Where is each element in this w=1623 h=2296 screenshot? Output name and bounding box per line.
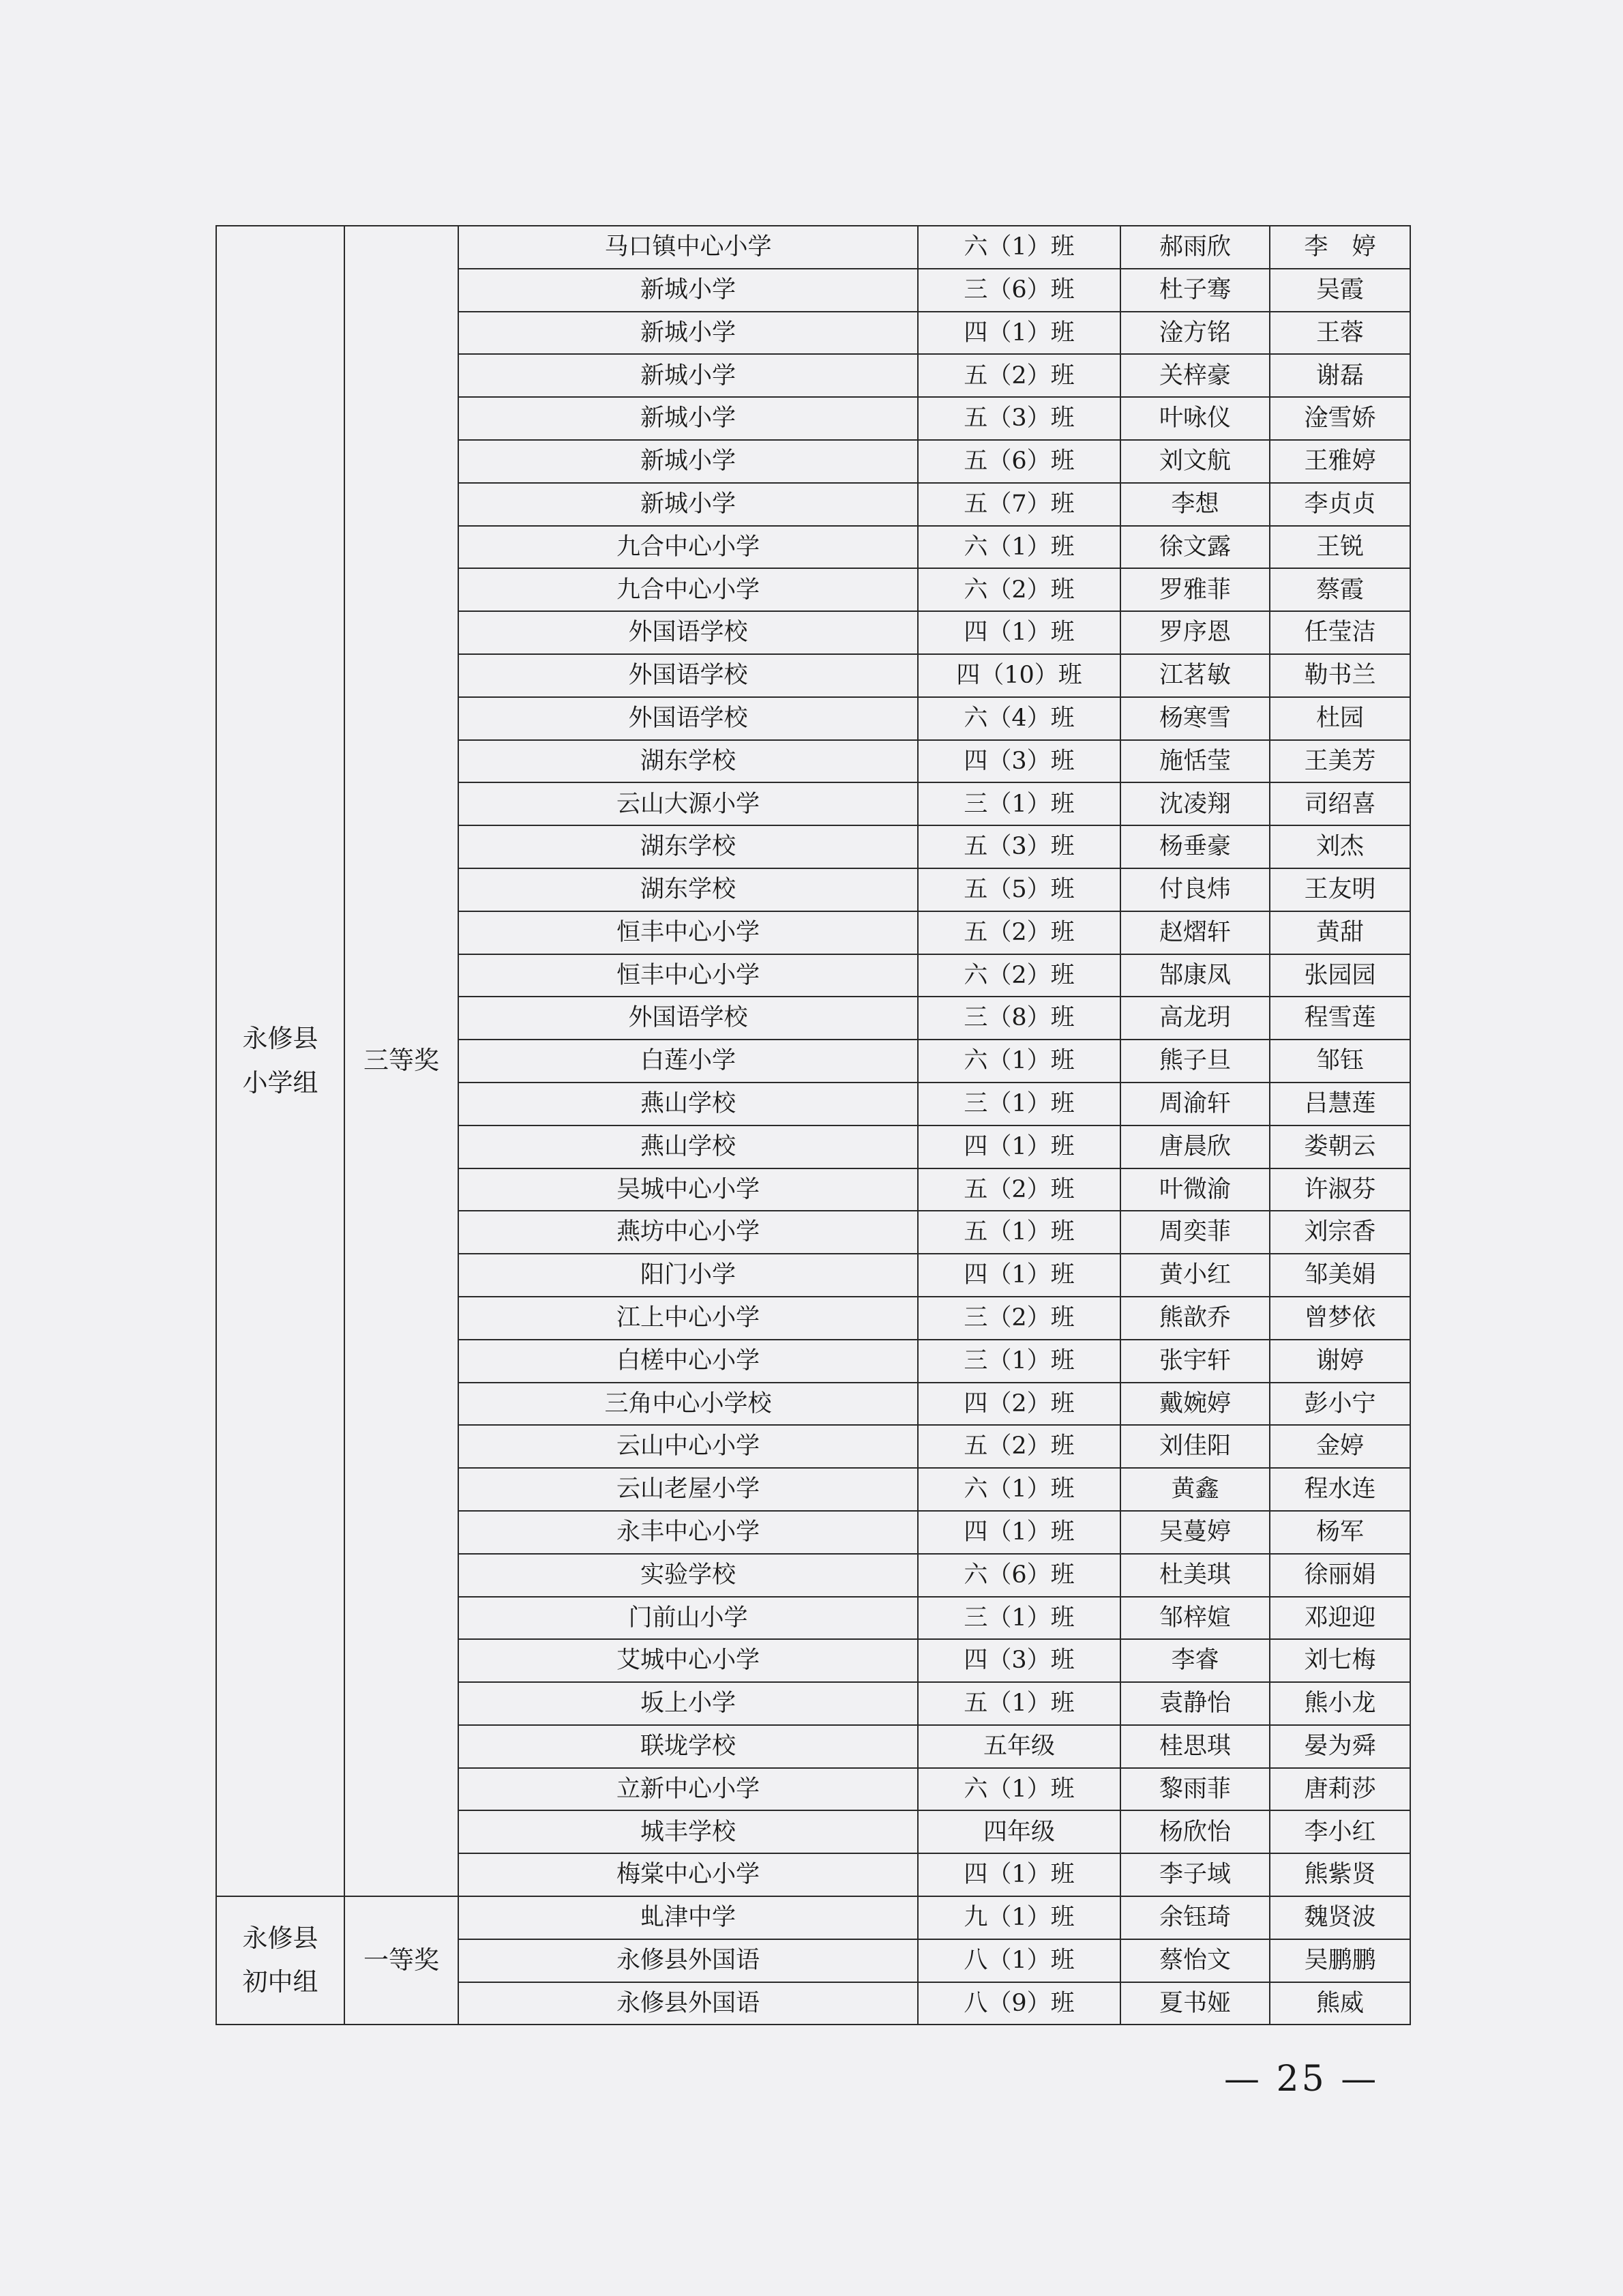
student-cell: 袁静怡 xyxy=(1120,1682,1270,1725)
school-cell: 新城小学 xyxy=(458,440,918,483)
teacher-cell: 娄朝云 xyxy=(1270,1125,1410,1168)
teacher-cell: 刘宗香 xyxy=(1270,1211,1410,1254)
class-cell: 五（1）班 xyxy=(918,1211,1120,1254)
student-cell: 李子域 xyxy=(1120,1853,1270,1896)
class-cell: 四（1）班 xyxy=(918,1125,1120,1168)
class-cell: 四（3）班 xyxy=(918,740,1120,783)
page-number: — 25 — xyxy=(1224,2059,1380,2100)
class-cell: 四（10）班 xyxy=(918,654,1120,697)
school-cell: 白槎中心小学 xyxy=(458,1340,918,1383)
student-cell: 刘佳阳 xyxy=(1120,1425,1270,1468)
school-cell: 燕山学校 xyxy=(458,1125,918,1168)
student-cell: 桂思琪 xyxy=(1120,1725,1270,1768)
student-cell: 杜子骞 xyxy=(1120,269,1270,312)
class-cell: 五（1）班 xyxy=(918,1682,1120,1725)
school-cell: 新城小学 xyxy=(458,483,918,526)
teacher-cell: 任莹洁 xyxy=(1270,611,1410,654)
student-cell: 夏书娅 xyxy=(1120,1982,1270,2025)
class-cell: 三（1）班 xyxy=(918,1597,1120,1640)
class-cell: 五（6）班 xyxy=(918,440,1120,483)
student-cell: 淦方铭 xyxy=(1120,312,1270,355)
student-cell: 沈凌翔 xyxy=(1120,782,1270,825)
student-cell: 付良炜 xyxy=(1120,868,1270,911)
student-cell: 郝雨欣 xyxy=(1120,226,1270,269)
school-cell: 九合中心小学 xyxy=(458,526,918,569)
student-cell: 杨垂豪 xyxy=(1120,825,1270,868)
class-cell: 四（1）班 xyxy=(918,1254,1120,1297)
school-cell: 江上中心小学 xyxy=(458,1297,918,1340)
class-cell: 五（5）班 xyxy=(918,868,1120,911)
school-cell: 永丰中心小学 xyxy=(458,1511,918,1554)
school-cell: 阳门小学 xyxy=(458,1254,918,1297)
teacher-cell: 黄甜 xyxy=(1270,911,1410,954)
class-cell: 六（1）班 xyxy=(918,1468,1120,1511)
school-cell: 实验学校 xyxy=(458,1554,918,1597)
school-cell: 云山大源小学 xyxy=(458,782,918,825)
student-cell: 周渝轩 xyxy=(1120,1083,1270,1125)
student-cell: 黄小红 xyxy=(1120,1254,1270,1297)
class-cell: 三（8）班 xyxy=(918,997,1120,1040)
teacher-cell: 蔡霞 xyxy=(1270,568,1410,611)
student-cell: 罗序恩 xyxy=(1120,611,1270,654)
student-cell: 叶咏仪 xyxy=(1120,397,1270,440)
table-row xyxy=(216,1896,1410,1939)
school-cell: 外国语学校 xyxy=(458,697,918,740)
student-cell: 邹梓媗 xyxy=(1120,1597,1270,1640)
school-cell: 白莲小学 xyxy=(458,1040,918,1083)
school-cell: 外国语学校 xyxy=(458,997,918,1040)
class-cell: 四（1）班 xyxy=(918,312,1120,355)
school-cell: 永修县外国语 xyxy=(458,1939,918,1982)
student-cell: 施恬莹 xyxy=(1120,740,1270,783)
school-cell: 恒丰中心小学 xyxy=(458,911,918,954)
class-cell: 六（1）班 xyxy=(918,1768,1120,1811)
teacher-cell: 程水连 xyxy=(1270,1468,1410,1511)
student-cell: 关梓豪 xyxy=(1120,354,1270,397)
student-cell: 黄鑫 xyxy=(1120,1468,1270,1511)
teacher-cell: 刘七梅 xyxy=(1270,1639,1410,1682)
teacher-cell: 王雅婷 xyxy=(1270,440,1410,483)
student-cell: 杨欣怡 xyxy=(1120,1810,1270,1853)
teacher-cell: 杨军 xyxy=(1270,1511,1410,1554)
school-cell: 新城小学 xyxy=(458,354,918,397)
student-cell: 江茗敏 xyxy=(1120,654,1270,697)
teacher-cell: 曾梦依 xyxy=(1270,1297,1410,1340)
teacher-cell: 司绍喜 xyxy=(1270,782,1410,825)
school-cell: 坂上小学 xyxy=(458,1682,918,1725)
school-cell: 湖东学校 xyxy=(458,868,918,911)
table-row xyxy=(216,226,1410,269)
teacher-cell: 李贞贞 xyxy=(1270,483,1410,526)
class-cell: 三（6）班 xyxy=(918,269,1120,312)
class-cell: 六（2）班 xyxy=(918,568,1120,611)
teacher-cell: 邓迎迎 xyxy=(1270,1597,1410,1640)
student-cell: 黎雨菲 xyxy=(1120,1768,1270,1811)
student-cell: 唐晨欣 xyxy=(1120,1125,1270,1168)
school-cell: 新城小学 xyxy=(458,312,918,355)
class-cell: 四（1）班 xyxy=(918,1511,1120,1554)
school-cell: 城丰学校 xyxy=(458,1810,918,1853)
teacher-cell: 杜园 xyxy=(1270,697,1410,740)
student-cell: 杜美琪 xyxy=(1120,1554,1270,1597)
school-cell: 永修县外国语 xyxy=(458,1982,918,2025)
teacher-cell: 徐丽娟 xyxy=(1270,1554,1410,1597)
student-cell: 张宇轩 xyxy=(1120,1340,1270,1383)
award-level-cell: 一等奖 xyxy=(344,1896,458,2025)
teacher-cell: 张园园 xyxy=(1270,954,1410,997)
school-cell: 恒丰中心小学 xyxy=(458,954,918,997)
region-cell: 永修县 初中组 xyxy=(216,1896,344,2025)
teacher-cell: 邹美娟 xyxy=(1270,1254,1410,1297)
school-cell: 梅棠中心小学 xyxy=(458,1853,918,1896)
class-cell: 五（2）班 xyxy=(918,354,1120,397)
student-cell: 赵熠轩 xyxy=(1120,911,1270,954)
class-cell: 五（2）班 xyxy=(918,1425,1120,1468)
school-cell: 燕坊中心小学 xyxy=(458,1211,918,1254)
student-cell: 徐文露 xyxy=(1120,526,1270,569)
teacher-cell: 淦雪娇 xyxy=(1270,397,1410,440)
class-cell: 五（3）班 xyxy=(918,825,1120,868)
class-cell: 六（1）班 xyxy=(918,1040,1120,1083)
school-cell: 外国语学校 xyxy=(458,611,918,654)
student-cell: 吴蔓婷 xyxy=(1120,1511,1270,1554)
class-cell: 四（1）班 xyxy=(918,611,1120,654)
school-cell: 虬津中学 xyxy=(458,1896,918,1939)
teacher-cell: 李小红 xyxy=(1270,1810,1410,1853)
class-cell: 五（7）班 xyxy=(918,483,1120,526)
awards-table-body xyxy=(216,226,1410,2025)
school-cell: 湖东学校 xyxy=(458,825,918,868)
student-cell: 高龙玥 xyxy=(1120,997,1270,1040)
school-cell: 吴城中心小学 xyxy=(458,1168,918,1211)
school-cell: 云山中心小学 xyxy=(458,1425,918,1468)
student-cell: 戴婉婷 xyxy=(1120,1383,1270,1426)
student-cell: 周奕菲 xyxy=(1120,1211,1270,1254)
teacher-cell: 王锐 xyxy=(1270,526,1410,569)
teacher-cell: 熊威 xyxy=(1270,1982,1410,2025)
teacher-cell: 吕慧莲 xyxy=(1270,1083,1410,1125)
school-cell: 立新中心小学 xyxy=(458,1768,918,1811)
student-cell: 杨寒雪 xyxy=(1120,697,1270,740)
class-cell: 三（1）班 xyxy=(918,782,1120,825)
teacher-cell: 刘杰 xyxy=(1270,825,1410,868)
teacher-cell: 李 婷 xyxy=(1270,226,1410,269)
teacher-cell: 熊紫贤 xyxy=(1270,1853,1410,1896)
class-cell: 三（1）班 xyxy=(918,1340,1120,1383)
student-cell: 罗雅菲 xyxy=(1120,568,1270,611)
student-cell: 叶微渝 xyxy=(1120,1168,1270,1211)
award-level-cell: 三等奖 xyxy=(344,226,458,1896)
teacher-cell: 魏贤波 xyxy=(1270,1896,1410,1939)
teacher-cell: 金婷 xyxy=(1270,1425,1410,1468)
teacher-cell: 王蓉 xyxy=(1270,312,1410,355)
class-cell: 三（2）班 xyxy=(918,1297,1120,1340)
school-cell: 马口镇中心小学 xyxy=(458,226,918,269)
teacher-cell: 唐莉莎 xyxy=(1270,1768,1410,1811)
class-cell: 六（1）班 xyxy=(918,526,1120,569)
teacher-cell: 晏为舜 xyxy=(1270,1725,1410,1768)
teacher-cell: 王友明 xyxy=(1270,868,1410,911)
school-cell: 外国语学校 xyxy=(458,654,918,697)
teacher-cell: 邹钰 xyxy=(1270,1040,1410,1083)
teacher-cell: 谢磊 xyxy=(1270,354,1410,397)
class-cell: 六（4）班 xyxy=(918,697,1120,740)
school-cell: 云山老屋小学 xyxy=(458,1468,918,1511)
class-cell: 四（1）班 xyxy=(918,1853,1120,1896)
teacher-cell: 谢婷 xyxy=(1270,1340,1410,1383)
teacher-cell: 许淑芬 xyxy=(1270,1168,1410,1211)
class-cell: 六（2）班 xyxy=(918,954,1120,997)
school-cell: 门前山小学 xyxy=(458,1597,918,1640)
teacher-cell: 吴霞 xyxy=(1270,269,1410,312)
class-cell: 五（2）班 xyxy=(918,1168,1120,1211)
teacher-cell: 吴鹏鹏 xyxy=(1270,1939,1410,1982)
class-cell: 五（3）班 xyxy=(918,397,1120,440)
student-cell: 李睿 xyxy=(1120,1639,1270,1682)
school-cell: 新城小学 xyxy=(458,269,918,312)
teacher-cell: 勒书兰 xyxy=(1270,654,1410,697)
class-cell: 六（6）班 xyxy=(918,1554,1120,1597)
class-cell: 八（1）班 xyxy=(918,1939,1120,1982)
class-cell: 五（2）班 xyxy=(918,911,1120,954)
school-cell: 三角中心小学校 xyxy=(458,1383,918,1426)
class-cell: 三（1）班 xyxy=(918,1083,1120,1125)
teacher-cell: 彭小宁 xyxy=(1270,1383,1410,1426)
student-cell: 蔡怡文 xyxy=(1120,1939,1270,1982)
student-cell: 熊子旦 xyxy=(1120,1040,1270,1083)
class-cell: 五年级 xyxy=(918,1725,1120,1768)
student-cell: 刘文航 xyxy=(1120,440,1270,483)
class-cell: 九（1）班 xyxy=(918,1896,1120,1939)
school-cell: 九合中心小学 xyxy=(458,568,918,611)
awards-table xyxy=(215,225,1411,2025)
school-cell: 湖东学校 xyxy=(458,740,918,783)
class-cell: 四年级 xyxy=(918,1810,1120,1853)
student-cell: 郜康凤 xyxy=(1120,954,1270,997)
student-cell: 李想 xyxy=(1120,483,1270,526)
teacher-cell: 熊小龙 xyxy=(1270,1682,1410,1725)
school-cell: 艾城中心小学 xyxy=(458,1639,918,1682)
teacher-cell: 程雪莲 xyxy=(1270,997,1410,1040)
class-cell: 八（9）班 xyxy=(918,1982,1120,2025)
student-cell: 余钰琦 xyxy=(1120,1896,1270,1939)
class-cell: 六（1）班 xyxy=(918,226,1120,269)
school-cell: 联垅学校 xyxy=(458,1725,918,1768)
student-cell: 熊歆乔 xyxy=(1120,1297,1270,1340)
teacher-cell: 王美芳 xyxy=(1270,740,1410,783)
class-cell: 四（2）班 xyxy=(918,1383,1120,1426)
school-cell: 新城小学 xyxy=(458,397,918,440)
school-cell: 燕山学校 xyxy=(458,1083,918,1125)
class-cell: 四（3）班 xyxy=(918,1639,1120,1682)
region-cell: 永修县 小学组 xyxy=(216,226,344,1896)
